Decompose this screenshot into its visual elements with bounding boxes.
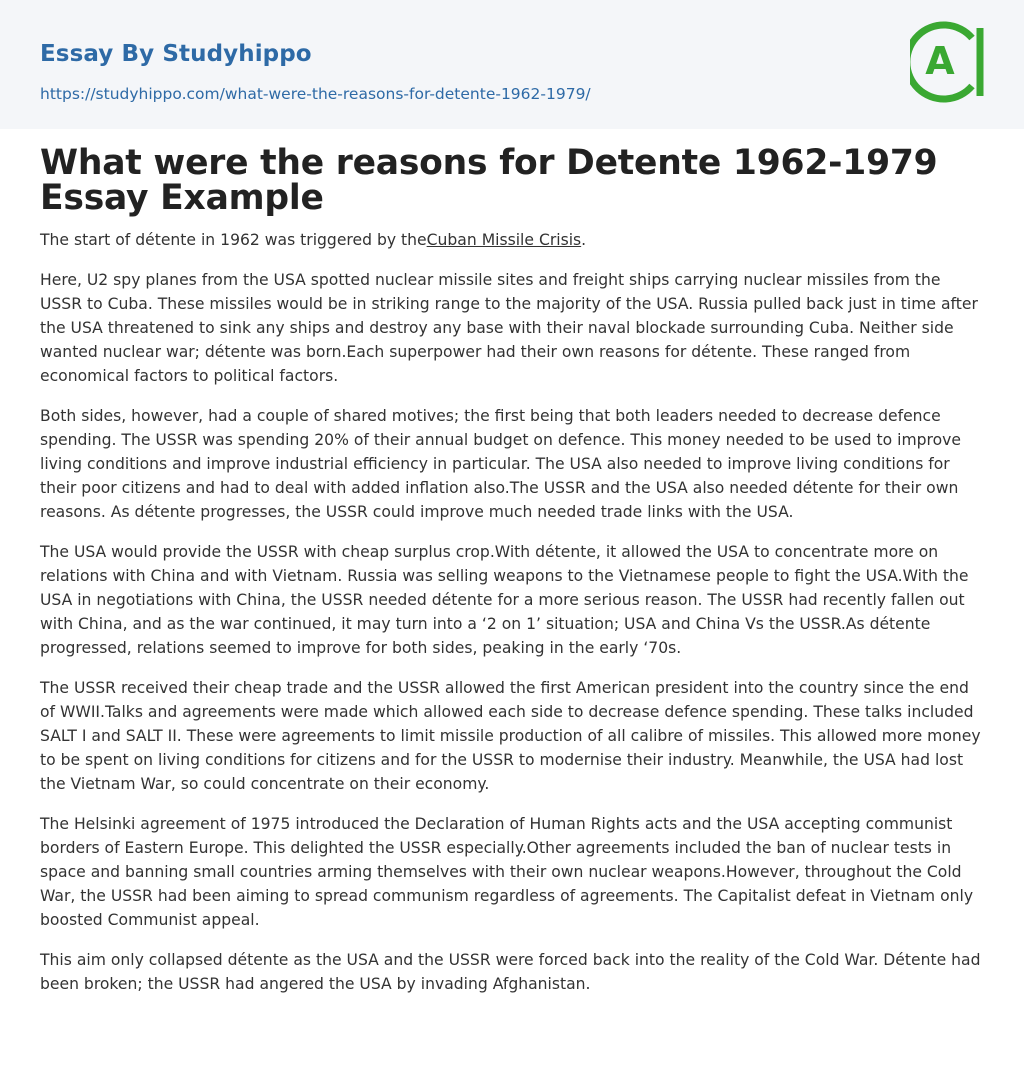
site-header	[0, 0, 1024, 129]
article-paragraph: The Helsinki agreement of 1975 introduced the Declaration of Human Rights acts and the USA accepting communist borders of Eastern Europe. This delighted the USSR especially.Other agreements included the ban of nuclear tests in space and banning small countries arming themselves with their own nuclear weapons.However, throughout the Cold War, the USSR had been aiming to spread communism regardless of agreements. The Capitalist defeat in Vietnam only boosted Communist appeal.	[40, 815, 974, 929]
article-paragraph: This aim only collapsed détente as the USA and the USSR were forced back into the reality of the Cold War. Détente had been broken; the USSR had angered the USA by invading Afghanistan.	[40, 951, 981, 993]
article-paragraph: Here, U2 spy planes from the USA spotted nuclear missile sites and freight ships carrying nuclear missiles from the USSR to Cuba. These missiles would be in striking range to the majority of the USA. Russia pulled back just in time after the USA threatened to sink any ships and destroy any base with their naval blockade surrounding Cuba. Neither side wanted nuclear war; détente was born.Each superpower had their own reasons for détente. These ranged from economical factors to political factors.	[40, 271, 978, 385]
studyhippo-logo-icon[interactable]	[910, 18, 988, 106]
page-url-link[interactable]: https://studyhippo.com/what-were-the-reasons-for-detente-1962-1979/	[40, 85, 591, 103]
article-title: What were the reasons for Detente 1962-1979 Essay Example	[40, 143, 938, 218]
article-intro	[40, 228, 984, 252]
intro-text: The start of détente in 1962 was triggered by the	[40, 231, 427, 249]
brand-title[interactable]: Essay By Studyhippo	[40, 41, 312, 67]
cuban-missile-crisis-link[interactable]: Cuban Missile Crisis	[426, 231, 582, 249]
article	[40, 143, 984, 1012]
article-paragraph: Both sides, however, had a couple of shared motives; the first being that both leaders needed to decrease defence spending. The USSR was spending 20% of their annual budget on defence. This money needed to be used to improve living conditions and improve industrial efficiency in particular. The USA also needed to improve living conditions for their poor citizens and had to deal with added inflation also.The USSR and the USA also needed détente for their own reasons. As détente progresses, the USSR could improve much needed trade links with the USA.	[40, 407, 961, 521]
intro-end: .	[581, 231, 587, 249]
article-paragraph: The USA would provide the USSR with cheap surplus crop.With détente, it allowed the USA to concentrate more on relations with China and with Vietnam. Russia was selling weapons to the Vietnamese people to fight the USA.With the USA in negotiations with China, the USSR needed détente for a more serious reason. The USSR had recently fallen out with China, and as the war continued, it may turn into a ‘2 on 1’ situation; USA and China Vs the USSR.As détente progressed, relations seemed to improve for both sides, peaking in the early ‘70s.	[40, 543, 969, 657]
article-paragraph: The USSR received their cheap trade and the USSR allowed the first American president into the country since the end of WWII.Talks and agreements were made which allowed each side to decrease defence spending. These talks included SALT I and SALT II. These were agreements to limit missile production of all calibre of missiles. This allowed more money to be spent on living conditions for citizens and for the USSR to modernise their industry. Meanwhile, the USA had lost the Vietnam War, so could concentrate on their economy.	[40, 679, 981, 793]
logo-letter: A	[925, 39, 955, 83]
